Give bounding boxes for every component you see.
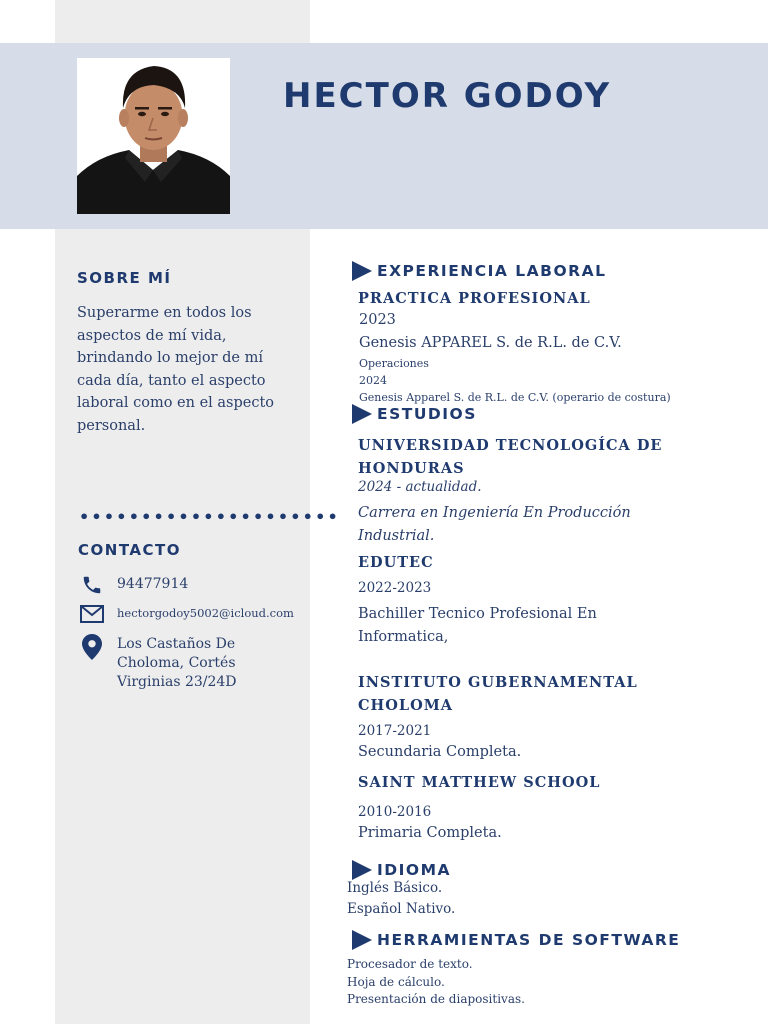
triangle-bullet-icon bbox=[352, 860, 372, 880]
school-detail bbox=[358, 502, 631, 548]
candidate-name: HECTOR GODOY bbox=[283, 76, 612, 116]
school-name-line: HONDURAS bbox=[358, 460, 465, 477]
software-title: HERRAMIENTAS DE SOFTWARE bbox=[377, 931, 681, 949]
about-title: SOBRE MÍ bbox=[77, 269, 172, 287]
triangle-bullet-icon bbox=[352, 404, 372, 424]
experience-heading bbox=[352, 261, 606, 281]
address-line: Choloma, Cortés bbox=[117, 655, 236, 671]
school-name-line: INSTITUTO GUBERNAMENTAL bbox=[358, 674, 638, 691]
language-item: Español Nativo. bbox=[347, 901, 456, 917]
school-dates: 2024 - actualidad. bbox=[358, 479, 482, 495]
address-line: Los Castaños De bbox=[117, 636, 236, 652]
experience-title: EXPERIENCIA LABORAL bbox=[377, 262, 607, 280]
contact-email[interactable]: hectorgodoy5002@icloud.com bbox=[117, 606, 294, 620]
software-item: Procesador de texto. bbox=[347, 957, 473, 971]
triangle-bullet-icon bbox=[352, 930, 372, 950]
school-detail: Secundaria Completa. bbox=[358, 744, 522, 760]
school-detail-line: Informatica, bbox=[358, 629, 449, 645]
software-item: Presentación de diapositivas. bbox=[347, 992, 525, 1006]
school-detail-line: Bachiller Tecnico Profesional En bbox=[358, 606, 597, 622]
dotted-separator: ••••••••••••••••••••• bbox=[79, 507, 340, 526]
school-name bbox=[358, 671, 638, 717]
school-dates: 2017-2021 bbox=[358, 723, 432, 739]
school-name-line: CHOLOMA bbox=[358, 697, 453, 714]
school-dates: 2022-2023 bbox=[358, 580, 432, 596]
contact-phone: 94477914 bbox=[117, 576, 189, 592]
school-detail-line: Industrial. bbox=[358, 528, 435, 544]
experience-area: Operaciones bbox=[359, 357, 429, 370]
experience-year-2: 2024 bbox=[359, 374, 387, 387]
profile-photo bbox=[77, 58, 230, 214]
contact-title: CONTACTO bbox=[78, 541, 181, 559]
envelope-icon bbox=[80, 604, 104, 624]
software-item: Hoja de cálculo. bbox=[347, 974, 445, 989]
software-heading bbox=[352, 930, 680, 950]
experience-company-2: Genesis Apparel S. de R.L. de C.V. (operario de costura) bbox=[359, 391, 671, 404]
languages-title: IDIOMA bbox=[377, 861, 451, 879]
school-dates: 2010-2016 bbox=[358, 804, 432, 820]
school-detail-line: Carrera en Ingeniería En Producción bbox=[358, 505, 631, 521]
school-detail: Primaria Completa. bbox=[358, 825, 502, 841]
school-name: EDUTEC bbox=[358, 554, 434, 571]
address-line: Virginias 23/24D bbox=[117, 674, 237, 690]
languages-list bbox=[347, 878, 455, 920]
school-name: SAINT MATTHEW SCHOOL bbox=[358, 774, 601, 791]
experience-role: PRACTICA PROFESIONAL bbox=[358, 290, 591, 307]
school-name bbox=[358, 434, 662, 480]
experience-company: Genesis APPAREL S. de R.L. de C.V. bbox=[359, 335, 622, 351]
contact-address bbox=[117, 635, 237, 692]
school-name-line: UNIVERSIDAD TECNOLOGÍCA DE bbox=[358, 437, 663, 454]
about-text: Superarme en todos los aspectos de mí vida, brindando lo mejor de mí cada día, tanto el aspecto laboral como en el aspecto personal. bbox=[77, 305, 275, 434]
education-heading bbox=[352, 404, 477, 424]
school-detail bbox=[358, 603, 597, 649]
education-title: ESTUDIOS bbox=[377, 405, 477, 423]
experience-year: 2023 bbox=[359, 312, 396, 328]
language-item: Inglés Básico. bbox=[347, 880, 443, 896]
triangle-bullet-icon bbox=[352, 261, 372, 281]
languages-heading bbox=[352, 860, 451, 880]
phone-icon bbox=[81, 574, 103, 596]
software-list bbox=[347, 956, 525, 1009]
location-pin-icon bbox=[82, 634, 102, 660]
